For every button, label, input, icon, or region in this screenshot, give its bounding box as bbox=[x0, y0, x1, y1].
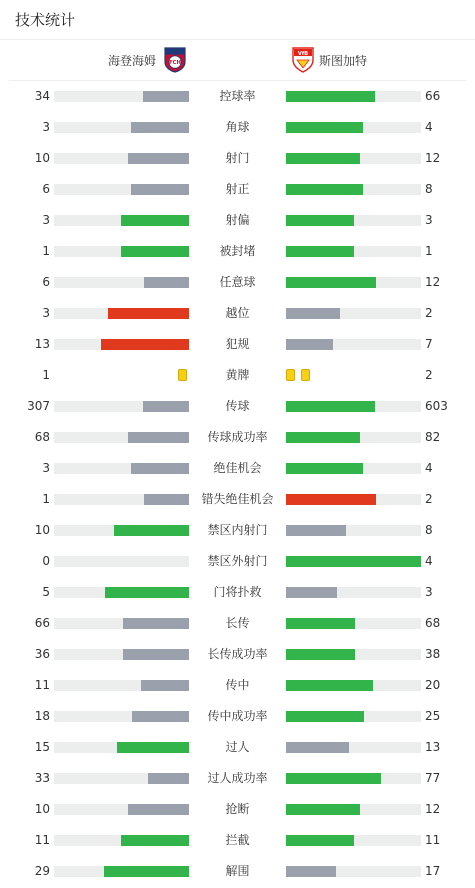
home-stat-bar-track bbox=[54, 91, 189, 102]
away-stat-bar-track bbox=[286, 835, 421, 846]
away-value: 1 bbox=[425, 244, 433, 258]
away-value: 20 bbox=[425, 678, 441, 692]
home-stat-bar-track bbox=[54, 339, 189, 350]
away-stat-bar bbox=[286, 680, 373, 691]
home-stat-bar-track bbox=[54, 525, 189, 536]
home-stat-bar bbox=[144, 494, 189, 505]
away-stat-bar-track bbox=[286, 184, 421, 195]
away-stat-bar-track bbox=[286, 525, 421, 536]
away-value: 68 bbox=[425, 616, 441, 630]
home-stat-bar bbox=[108, 308, 189, 319]
stat-row bbox=[0, 856, 475, 887]
away-stat-bar bbox=[286, 587, 337, 598]
stat-label: 绝佳机会 bbox=[213, 461, 262, 475]
home-stat-bar-track bbox=[54, 711, 189, 722]
home-stat-bar-track bbox=[54, 246, 189, 257]
away-value: 3 bbox=[425, 213, 433, 227]
stat-row bbox=[0, 112, 475, 143]
away-stat-bar-track bbox=[286, 277, 421, 288]
away-stat-bar-track bbox=[286, 91, 421, 102]
svg-text:FCH: FCH bbox=[169, 60, 181, 67]
stat-row bbox=[0, 546, 475, 577]
home-value: 29 bbox=[34, 864, 50, 878]
away-team-name: 斯图加特 bbox=[319, 53, 368, 68]
home-stat-bar-track bbox=[54, 122, 189, 133]
away-value: 4 bbox=[425, 461, 433, 475]
stat-label: 过人 bbox=[225, 740, 250, 754]
yellow-card-icon bbox=[286, 369, 295, 381]
page-title-text: 技术统计 bbox=[15, 11, 76, 29]
away-value: 2 bbox=[425, 492, 433, 506]
home-stat-bar bbox=[117, 742, 189, 753]
home-stat-bar-track bbox=[54, 618, 189, 629]
away-stat-bar bbox=[286, 463, 363, 474]
home-value: 10 bbox=[34, 151, 50, 165]
away-stat-bar-track bbox=[286, 649, 421, 660]
home-value: 6 bbox=[42, 182, 50, 196]
away-value: 12 bbox=[425, 275, 441, 289]
stat-label: 错失绝佳机会 bbox=[201, 492, 274, 506]
away-value: 25 bbox=[425, 709, 441, 723]
away-stat-bar-track bbox=[286, 773, 421, 784]
home-stat-bar-track bbox=[54, 308, 189, 319]
stat-label: 任意球 bbox=[219, 275, 256, 289]
away-value: 13 bbox=[425, 740, 441, 754]
stat-row bbox=[0, 763, 475, 794]
home-value: 33 bbox=[34, 771, 50, 785]
stat-label: 门将扑救 bbox=[213, 585, 262, 599]
stat-label: 长传成功率 bbox=[207, 647, 268, 661]
away-value: 4 bbox=[425, 120, 433, 134]
stat-row bbox=[0, 794, 475, 825]
away-stat-bar bbox=[286, 401, 375, 412]
away-stat-bar bbox=[286, 649, 355, 660]
stat-row bbox=[0, 484, 475, 515]
home-value: 11 bbox=[34, 678, 50, 692]
stat-row bbox=[0, 174, 475, 205]
home-stat-bar-track bbox=[54, 432, 189, 443]
home-stat-bar bbox=[123, 649, 189, 660]
stat-label: 控球率 bbox=[219, 89, 256, 103]
away-value: 38 bbox=[425, 647, 441, 661]
home-stat-bar bbox=[143, 401, 189, 412]
away-stat-bar bbox=[286, 525, 346, 536]
stat-row bbox=[0, 391, 475, 422]
home-team-crest-icon bbox=[164, 47, 186, 73]
stat-label: 解围 bbox=[225, 864, 250, 878]
stat-row bbox=[0, 515, 475, 546]
away-value: 7 bbox=[425, 337, 433, 351]
away-stat-bar bbox=[286, 618, 355, 629]
home-team-name: 海登海姆 bbox=[107, 53, 156, 68]
away-team bbox=[292, 40, 367, 80]
away-stat-bar bbox=[286, 277, 376, 288]
away-stat-bar bbox=[286, 742, 349, 753]
stat-label: 传中成功率 bbox=[207, 709, 268, 723]
stat-label: 拦截 bbox=[225, 833, 250, 847]
away-stat-bar bbox=[286, 91, 375, 102]
home-stat-bar-track bbox=[54, 215, 189, 226]
home-stat-bar bbox=[123, 618, 189, 629]
home-value: 5 bbox=[42, 585, 50, 599]
stat-row bbox=[0, 825, 475, 856]
home-value: 3 bbox=[42, 461, 50, 475]
home-value: 1 bbox=[42, 368, 50, 382]
home-stat-bar bbox=[128, 432, 189, 443]
stat-row bbox=[0, 608, 475, 639]
away-stat-bar-track bbox=[286, 308, 421, 319]
away-stat-bar-track bbox=[286, 153, 421, 164]
home-value: 6 bbox=[42, 275, 50, 289]
stat-label: 犯规 bbox=[225, 337, 250, 351]
stat-label: 越位 bbox=[225, 306, 250, 320]
home-stat-bar-track bbox=[54, 401, 189, 412]
home-stat-bar bbox=[131, 122, 189, 133]
away-stat-bar bbox=[286, 773, 381, 784]
stat-label: 传中 bbox=[225, 678, 250, 692]
away-stat-bar-track bbox=[286, 339, 421, 350]
stats-list bbox=[0, 81, 475, 887]
home-stat-bar-track bbox=[54, 556, 189, 567]
home-value: 1 bbox=[42, 244, 50, 258]
home-stat-bar-track bbox=[54, 184, 189, 195]
away-stat-bar-track bbox=[286, 556, 421, 567]
home-stat-bar bbox=[144, 277, 189, 288]
home-team bbox=[108, 40, 186, 80]
stat-row bbox=[0, 143, 475, 174]
home-stat-bar-track bbox=[54, 587, 189, 598]
home-value: 0 bbox=[42, 554, 50, 568]
home-value: 34 bbox=[34, 89, 50, 103]
home-stat-bar bbox=[141, 680, 189, 691]
away-stat-bar-track bbox=[286, 866, 421, 877]
home-stat-bar-track bbox=[54, 463, 189, 474]
stat-row bbox=[0, 701, 475, 732]
away-stat-bar-track bbox=[286, 711, 421, 722]
away-stat-bar bbox=[286, 246, 354, 257]
home-value: 1 bbox=[42, 492, 50, 506]
home-stat-bar-track bbox=[54, 649, 189, 660]
home-stat-bar bbox=[105, 587, 189, 598]
away-stat-bar-track bbox=[286, 463, 421, 474]
away-value: 3 bbox=[425, 585, 433, 599]
stat-row bbox=[0, 732, 475, 763]
stat-row bbox=[0, 236, 475, 267]
home-value: 15 bbox=[34, 740, 50, 754]
yellow-card-icon bbox=[301, 369, 310, 381]
home-stat-bar bbox=[101, 339, 189, 350]
stat-row bbox=[0, 577, 475, 608]
stat-label: 角球 bbox=[225, 120, 250, 134]
yellow-card-icon bbox=[178, 369, 187, 381]
home-value: 68 bbox=[34, 430, 50, 444]
stat-label: 射正 bbox=[225, 182, 250, 196]
away-stat-bar bbox=[286, 215, 354, 226]
home-stat-bar bbox=[131, 184, 189, 195]
stat-row bbox=[0, 670, 475, 701]
away-stat-bar-track bbox=[286, 215, 421, 226]
away-stat-bar-track bbox=[286, 494, 421, 505]
stat-label: 长传 bbox=[225, 616, 250, 630]
away-stat-bar bbox=[286, 494, 376, 505]
home-stat-bar-track bbox=[54, 680, 189, 691]
home-value: 36 bbox=[34, 647, 50, 661]
away-stat-bar bbox=[286, 184, 363, 195]
away-stat-bar bbox=[286, 711, 364, 722]
stat-label: 抢断 bbox=[225, 802, 250, 816]
away-stat-bar bbox=[286, 308, 340, 319]
stat-row bbox=[0, 360, 475, 391]
home-stat-bar-track bbox=[54, 804, 189, 815]
home-stat-bar bbox=[131, 463, 189, 474]
stat-row bbox=[0, 639, 475, 670]
stat-label: 禁区内射门 bbox=[207, 523, 268, 537]
home-value: 3 bbox=[42, 120, 50, 134]
home-stat-bar bbox=[143, 91, 189, 102]
home-value: 11 bbox=[34, 833, 50, 847]
home-value: 10 bbox=[34, 802, 50, 816]
home-stat-bar bbox=[148, 773, 189, 784]
away-stat-bar-track bbox=[286, 246, 421, 257]
home-value: 307 bbox=[27, 399, 50, 413]
away-stat-bar-track bbox=[286, 122, 421, 133]
away-value: 2 bbox=[425, 368, 433, 382]
home-stat-bar-track bbox=[54, 773, 189, 784]
home-stat-bar bbox=[121, 835, 189, 846]
stat-row bbox=[0, 267, 475, 298]
away-team-crest-icon bbox=[292, 47, 314, 73]
away-value: 17 bbox=[425, 864, 441, 878]
stat-row bbox=[0, 81, 475, 112]
away-stat-bar-track bbox=[286, 618, 421, 629]
home-value: 66 bbox=[34, 616, 50, 630]
away-stat-bar-track bbox=[286, 401, 421, 412]
home-value: 3 bbox=[42, 213, 50, 227]
home-stat-bar bbox=[121, 215, 189, 226]
home-stat-bar bbox=[128, 804, 189, 815]
home-stat-bar bbox=[128, 153, 189, 164]
stat-label: 射门 bbox=[225, 151, 250, 165]
away-value: 8 bbox=[425, 182, 433, 196]
away-stat-bar bbox=[286, 339, 333, 350]
away-stat-bar bbox=[286, 804, 360, 815]
away-value: 4 bbox=[425, 554, 433, 568]
away-value: 82 bbox=[425, 430, 441, 444]
teams-header bbox=[9, 40, 466, 81]
away-stat-bar bbox=[286, 556, 421, 567]
home-stat-bar bbox=[121, 246, 189, 257]
stat-label: 射偏 bbox=[225, 213, 250, 227]
stat-row bbox=[0, 422, 475, 453]
home-stat-bar bbox=[114, 525, 189, 536]
away-stat-bar-track bbox=[286, 680, 421, 691]
stat-label: 传球成功率 bbox=[207, 430, 268, 444]
home-value: 3 bbox=[42, 306, 50, 320]
home-stat-bar bbox=[132, 711, 189, 722]
away-value: 11 bbox=[425, 833, 441, 847]
away-value: 2 bbox=[425, 306, 433, 320]
stat-label: 过人成功率 bbox=[207, 771, 268, 785]
away-stat-bar-track bbox=[286, 742, 421, 753]
home-stat-bar-track bbox=[54, 866, 189, 877]
away-value: 66 bbox=[425, 89, 441, 103]
away-stat-bar bbox=[286, 122, 363, 133]
away-stat-bar-track bbox=[286, 804, 421, 815]
stat-label: 禁区外射门 bbox=[207, 554, 268, 568]
stat-label: 黄牌 bbox=[225, 368, 250, 382]
stat-label: 传球 bbox=[225, 399, 250, 413]
stat-row bbox=[0, 205, 475, 236]
home-value: 10 bbox=[34, 523, 50, 537]
stat-row bbox=[0, 329, 475, 360]
home-value: 18 bbox=[34, 709, 50, 723]
home-stat-bar-track bbox=[54, 835, 189, 846]
home-stat-bar bbox=[104, 866, 189, 877]
away-value: 12 bbox=[425, 802, 441, 816]
away-stat-bar bbox=[286, 153, 360, 164]
svg-text:VfB: VfB bbox=[297, 50, 309, 57]
away-value: 77 bbox=[425, 771, 441, 785]
away-stat-bar bbox=[286, 835, 354, 846]
away-stat-bar-track bbox=[286, 432, 421, 443]
away-value: 12 bbox=[425, 151, 441, 165]
page-title bbox=[0, 0, 475, 40]
stat-row bbox=[0, 453, 475, 484]
stat-row bbox=[0, 298, 475, 329]
away-value: 8 bbox=[425, 523, 433, 537]
home-stat-bar-track bbox=[54, 494, 189, 505]
home-stat-bar-track bbox=[54, 277, 189, 288]
home-value: 13 bbox=[34, 337, 50, 351]
away-value: 603 bbox=[425, 399, 448, 413]
away-stat-bar-track bbox=[286, 587, 421, 598]
home-stat-bar-track bbox=[54, 742, 189, 753]
stat-label: 被封堵 bbox=[219, 244, 256, 258]
home-stat-bar-track bbox=[54, 153, 189, 164]
away-stat-bar bbox=[286, 866, 336, 877]
away-stat-bar bbox=[286, 432, 360, 443]
